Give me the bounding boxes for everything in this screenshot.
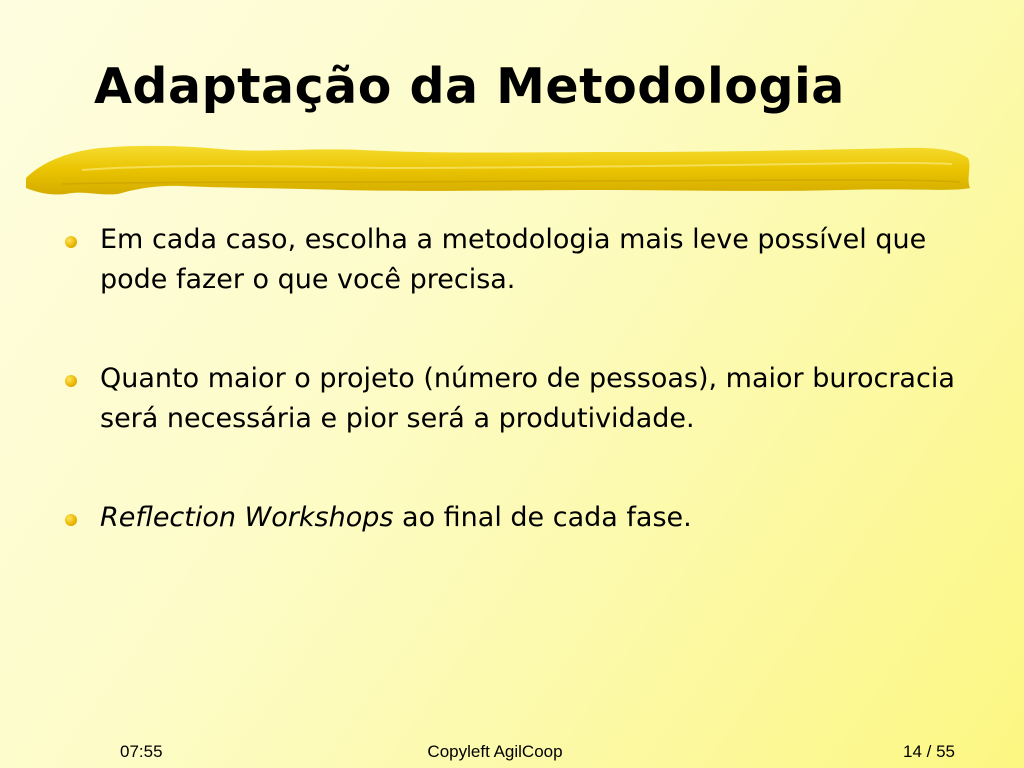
bullet-item [60,220,980,300]
bullet-item [60,359,980,439]
brush-stroke-divider [22,138,974,200]
footer-copyright-text: Copyleft AgilCoop [427,742,563,761]
bullet-text: ao final de cada fase. [393,502,692,533]
bullet-text: Em cada caso, escolha a metodologia mais leve possível que pode fazer o que você precisa. [100,224,927,295]
footer-copyright [0,742,1024,762]
bullet-dot-icon [65,236,77,248]
footer-page-number: 14 / 55 [903,742,955,761]
bullet-list [60,220,980,538]
bullet-dot-icon [65,514,77,526]
bullet-text: Quanto maior o projeto (número de pessoas), maior burocracia será necessária e pior será a produtividade. [100,363,955,434]
footer-time: 07:55 [120,742,163,761]
slide-title: Adaptação da Metodologia [94,58,845,115]
bullet-item [60,498,980,538]
bullet-dot-icon [65,375,77,387]
bullet-italic-text: Reflection Workshops [100,502,394,533]
